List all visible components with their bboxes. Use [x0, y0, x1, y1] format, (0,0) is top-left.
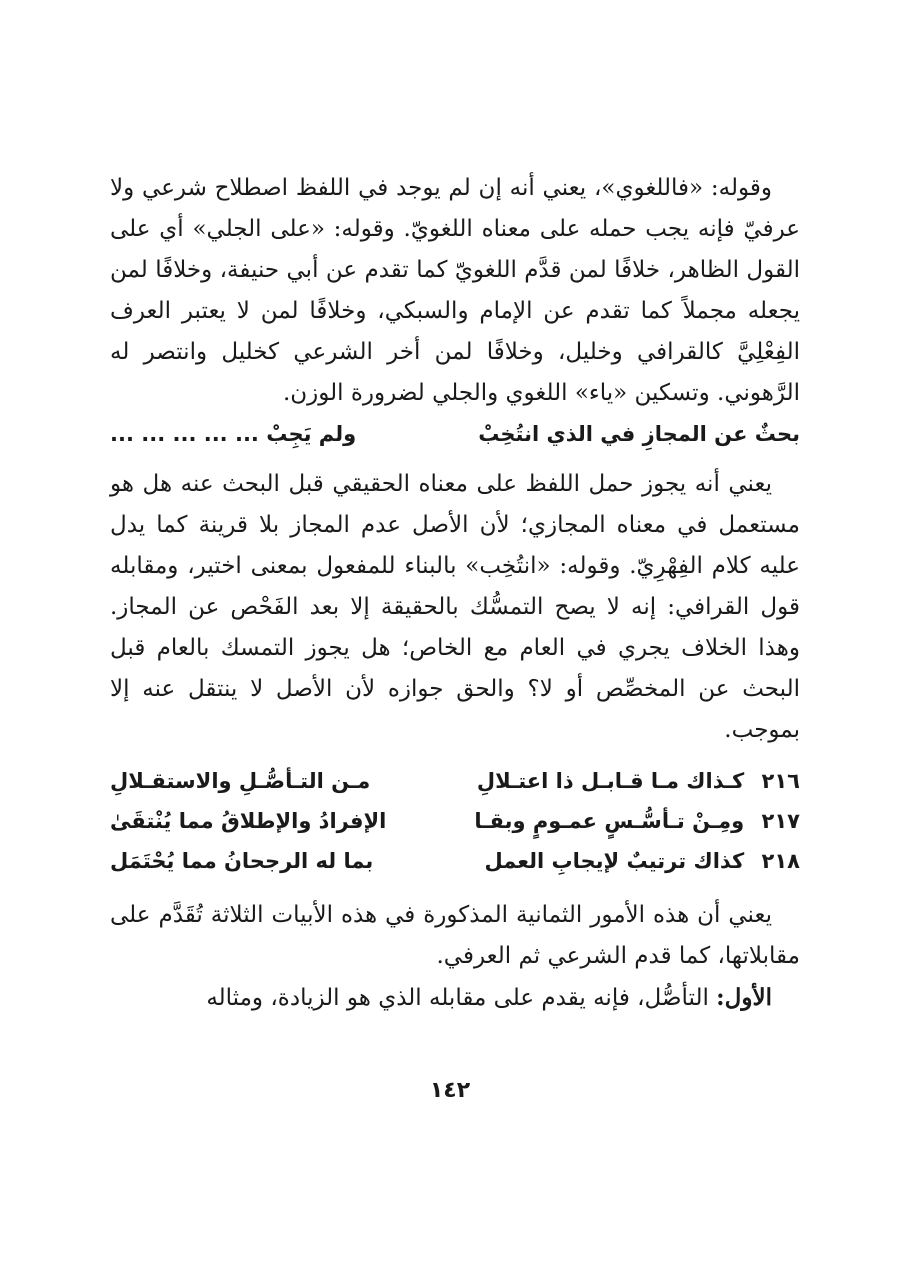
verse-line-216	[110, 761, 800, 801]
commentary-paragraph-4	[110, 977, 800, 1019]
page-number: ١٤٢	[429, 1078, 471, 1103]
verse-second-hemistich: بما له الرجحانُ مما يُحْتَمَل	[110, 849, 374, 873]
verse-line	[110, 414, 800, 454]
verse-second-hemistich: ولم يَجِبْ ... ... ... ... ...	[110, 422, 357, 446]
commentary-paragraph-1: وقوله: «فاللغوي»، يعني أنه إن لم يوجد في اللفظ اصطلاح شرعي ولا عرفيّ فإنه يجب حمله على معناه اللغويّ. وقوله: «على الجلي» أي على القول الظاهر، خلافًا لمن قدَّم اللغويّ كما تقدم عن أبي حنيفة، وخلافًا لمن يجعله مجملاً كما تقدم عن الإمام والسبكي، وخلافًا لمن لا يعتبر العرف الفِعْلِيَّ كالقرافي وخليل، وخلافًا لمن أخر الشرعي كخليل وانتصر له الرَّهوني. وتسكين «ياء» اللغوي والجلي لضرورة الوزن.	[110, 175, 800, 406]
verse-line-218	[110, 841, 800, 881]
section-lead: الأول:	[716, 984, 772, 1011]
verse-number: ٢١٧	[761, 809, 800, 833]
verse-second-hemistich: الإفرادُ والإطلاقُ مما يُنْتقَىٰ	[110, 809, 387, 833]
verse-second-hemistich: مـن التـأصُّـلِ والاستقـلالِ	[110, 769, 371, 793]
commentary-paragraph-3: يعني أن هذه الأمور الثمانية المذكورة في هذه الأبيات الثلاثة تُقَدَّم على مقابلاتها، كما قدم الشرعي ثم العرفي.	[110, 902, 800, 969]
verse-first-hemistich: ومِـنْ تـأسُّـسٍ عمـومٍ وبقـا	[474, 809, 745, 833]
commentary-paragraph-2: يعني أنه يجوز حمل اللفظ على معناه الحقيقي قبل البحث عنه هل هو مستعمل في معناه المجازي؛ لأن الأصل عدم المجاز بلا قرينة كما يدل عليه كلام الفِهْرِيّ. وقوله: «انتُخِب» بالبناء للمفعول بمعنى اختير، ومقابله قول القرافي: إنه لا يصح التمسُّك بالحقيقة إلا بعد الفَحْص عن المجاز. وهذا الخلاف يجري في العام مع الخاص؛ هل يجوز التمسك بالعام قبل البحث عن المخصِّص أو لا؟ والحق جوازه لأن الأصل لا ينتقل عنه إلا بموجب.	[110, 471, 800, 743]
verse-first-hemistich: كـذاك مـا قـابـل ذا اعتـلالِ	[476, 769, 745, 793]
verse-line-217	[110, 801, 800, 841]
section-text: التأصُّل، فإنه يقدم على مقابله الذي هو الزيادة، ومثاله	[206, 985, 717, 1011]
verse-first-hemistich: كذاك ترتيبٌ لإيجابِ العمل	[484, 849, 745, 873]
page-body	[110, 168, 800, 1019]
verse-number: ٢١٦	[761, 769, 800, 793]
verse-number: ٢١٨	[761, 849, 800, 873]
verse-first-hemistich: بحثٌ عن المجازِ في الذي انتُخِبْ	[478, 422, 800, 446]
